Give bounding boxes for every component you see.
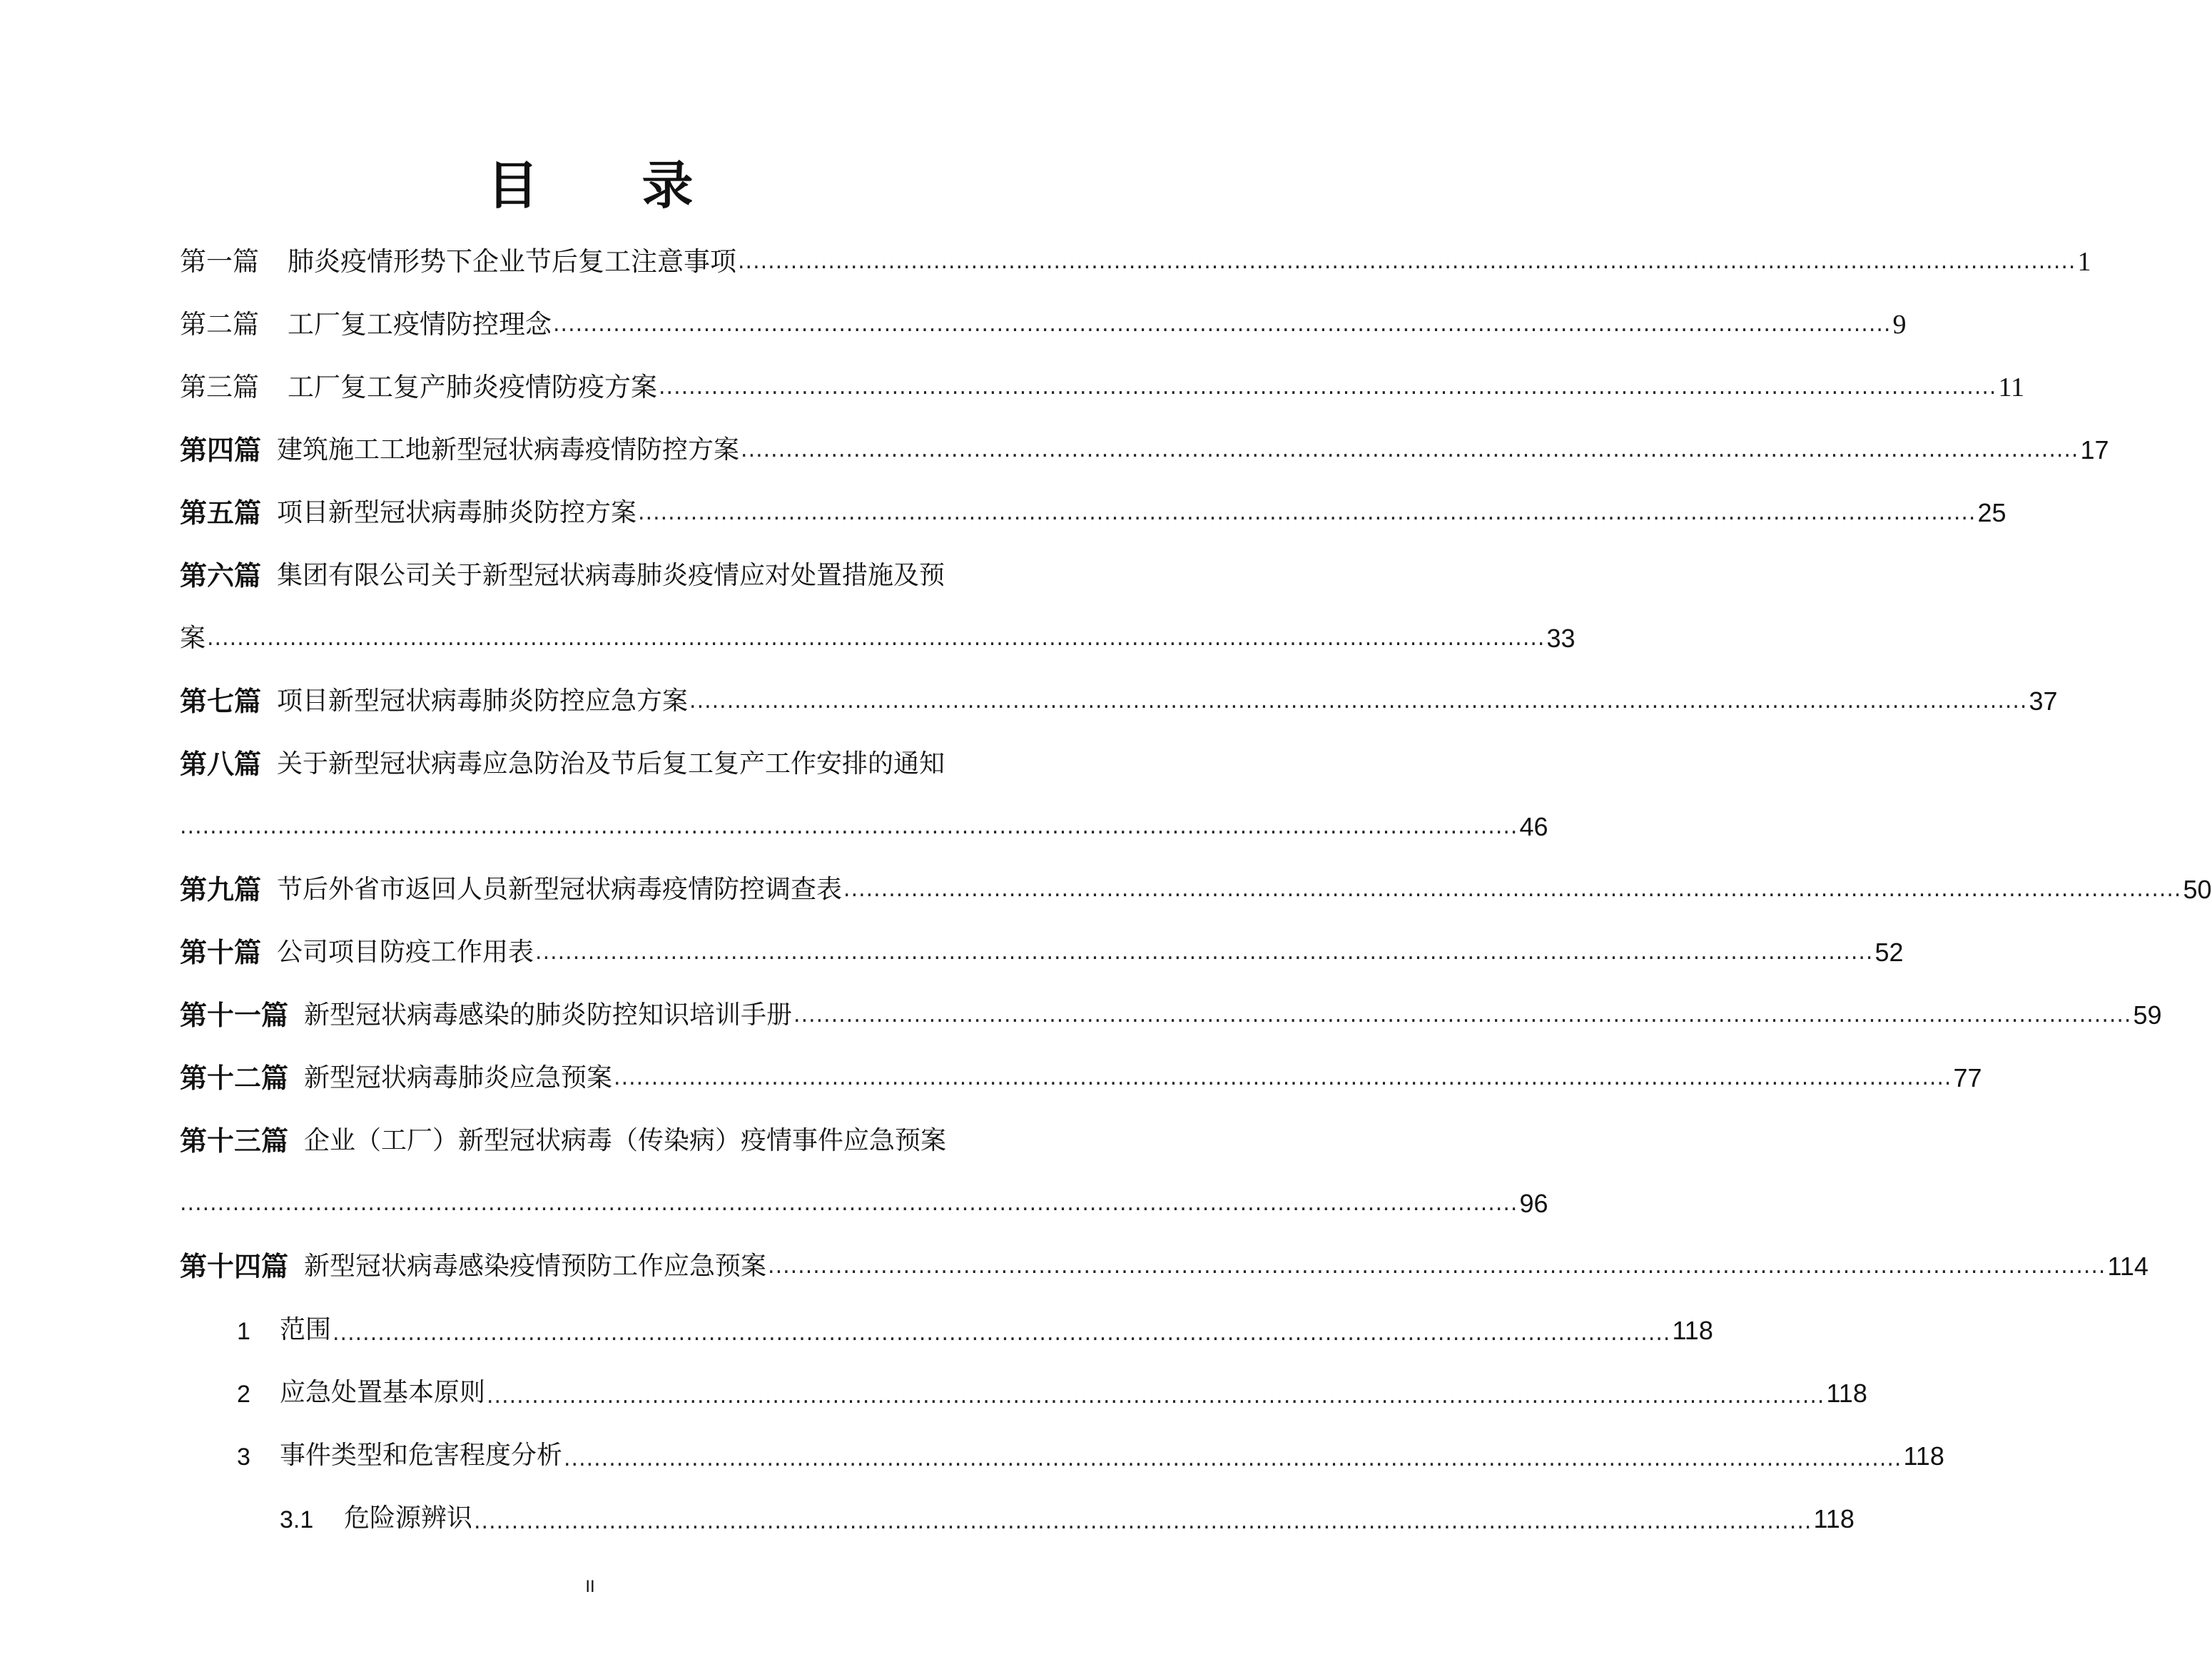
toc-page-number: 77: [1953, 1063, 1982, 1092]
toc-sub-number: 3.1: [280, 1506, 314, 1533]
toc-page-number: 118: [1813, 1504, 1855, 1533]
toc-entry-title: 新型冠状病毒肺炎应急预案: [304, 1063, 613, 1092]
toc-entry[interactable]: [180, 724, 1008, 781]
dot-leader: ..................................................................................................................................................................................: [638, 500, 1977, 525]
toc-chapter: 第一篇: [180, 246, 259, 277]
page-footer-number: II: [585, 1577, 595, 1596]
toc-entry[interactable]: [180, 410, 2109, 467]
toc-page-number: 37: [2029, 686, 2058, 716]
toc-entry-title: 公司项目防疫工作用表: [277, 938, 534, 967]
toc-page-number: 11: [1998, 372, 2025, 402]
toc-entry-title: 企业（工厂）新型冠状病毒（传染病）疫情事件应急预案: [304, 1126, 947, 1155]
dot-leader: ..................................................................................................................................................................................: [474, 1509, 1812, 1534]
toc-page-number: 52: [1874, 938, 1904, 967]
toc-entry[interactable]: [180, 661, 2058, 718]
dot-leader: ..................................................................................................................................................................................: [689, 689, 2028, 714]
dot-leader: ..................................................................................................................................................................................: [659, 375, 1997, 400]
dot-leader: ..................................................................................................................................................................................: [487, 1384, 1825, 1409]
dot-leader: ..................................................................................................................................................................................: [741, 437, 2079, 462]
toc-entry[interactable]: [180, 1100, 1008, 1157]
toc-entry[interactable]: [180, 912, 1904, 969]
toc-entry-title: 肺炎疫情形势下企业节后复工注意事项: [288, 246, 736, 277]
toc-chapter: 第四篇: [180, 434, 262, 466]
dot-leader: ..................................................................................................................................................................................: [614, 1065, 1952, 1090]
toc-entry-title: 关于新型冠状病毒应急防治及节后复工复产工作安排的通知: [277, 749, 945, 778]
toc-sub-number: 3: [237, 1444, 250, 1471]
toc-page-number: 59: [2133, 1000, 2162, 1030]
dot-leader: ..................................................................................................................................................................................: [180, 1191, 1518, 1216]
toc-sub-number: 1: [237, 1318, 250, 1345]
dot-leader: ..................................................................................................................................................................................: [768, 1254, 2106, 1279]
toc-entry-title: 集团有限公司关于新型冠状病毒肺炎疫情应对处置措施及预: [277, 561, 945, 590]
toc-page-number: 118: [1903, 1441, 1944, 1471]
dot-leader: ..................................................................................................................................................................................: [553, 312, 1892, 337]
toc-sub-title: 应急处置基本原则: [280, 1378, 486, 1407]
dot-leader: ..................................................................................................................................................................................: [207, 626, 1546, 651]
toc-chapter: 第十一篇: [180, 999, 289, 1031]
toc-entry-title: 项目新型冠状病毒肺炎防控应急方案: [277, 686, 689, 716]
toc-entry-title: 工厂复工复产肺炎疫情防疫方案: [288, 372, 657, 402]
dot-leader: ..................................................................................................................................................................................: [180, 814, 1518, 839]
toc-page-number: 9: [1892, 310, 1907, 340]
toc-chapter: 第九篇: [180, 873, 262, 905]
dot-leader: ..................................................................................................................................................................................: [564, 1446, 1902, 1471]
toc-sub-entry[interactable]: [180, 1351, 1867, 1409]
toc-page-number: 96: [1519, 1189, 1548, 1218]
dot-leader: ..................................................................................................................................................................................: [793, 1003, 2132, 1028]
toc-entry[interactable]: [180, 221, 2091, 278]
toc-page-number: 17: [2080, 435, 2109, 465]
toc-title: 目 录: [487, 155, 736, 215]
toc-chapter: 第十二篇: [180, 1062, 289, 1094]
toc-chapter: 第三篇: [180, 372, 259, 402]
toc-entry-title-cont: 案: [180, 624, 206, 653]
toc-entry[interactable]: [180, 347, 2025, 404]
toc-sub-entry[interactable]: [180, 1414, 1944, 1471]
toc-entry[interactable]: [180, 1038, 1982, 1095]
toc-sub-entry[interactable]: [180, 1289, 1713, 1346]
toc-entry-title: 工厂复工疫情防控理念: [288, 309, 552, 340]
toc-chapter: 第五篇: [180, 497, 262, 529]
dot-leader: ..................................................................................................................................................................................: [535, 940, 1874, 965]
toc-entry[interactable]: [180, 472, 2006, 529]
toc-entry[interactable]: [180, 975, 2162, 1032]
toc-entry[interactable]: [180, 284, 1907, 341]
toc-sub-number: 2: [237, 1381, 250, 1408]
toc-chapter: 第七篇: [180, 685, 262, 717]
toc-chapter: 第六篇: [180, 559, 262, 592]
toc-page-number: 46: [1519, 812, 1548, 841]
toc-sub-title: 范围: [280, 1315, 332, 1344]
toc-chapter: 第十三篇: [180, 1125, 289, 1157]
toc-entry-title: 新型冠状病毒感染疫情预防工作应急预案: [304, 1252, 767, 1281]
toc-entry[interactable]: [180, 849, 2212, 906]
toc-entry-continuation[interactable]: [180, 1163, 1548, 1220]
toc-page-number: 33: [1546, 624, 1576, 653]
toc-chapter: 第十四篇: [180, 1250, 289, 1282]
toc-entry-continuation[interactable]: [180, 598, 1576, 655]
dot-leader: ..................................................................................................................................................................................: [738, 249, 2076, 274]
toc-chapter: 第八篇: [180, 748, 262, 780]
toc-page-number: 1: [2077, 247, 2091, 277]
toc-entry[interactable]: [180, 535, 1008, 592]
toc-sub-entry[interactable]: [180, 1477, 1855, 1534]
dot-leader: ..................................................................................................................................................................................: [333, 1321, 1671, 1346]
toc-page-number: 118: [1826, 1379, 1867, 1408]
toc-sub-title: 事件类型和危害程度分析: [280, 1441, 563, 1470]
toc-entry[interactable]: [180, 1226, 2148, 1283]
toc-page-number: 118: [1672, 1316, 1713, 1345]
toc-entry-title: 节后外省市返回人员新型冠状病毒疫情防控调查表: [277, 875, 843, 904]
dot-leader: ..................................................................................................................................................................................: [843, 877, 2182, 902]
toc-entry-title: 项目新型冠状病毒肺炎防控方案: [277, 498, 637, 527]
toc-entry-title: 新型冠状病毒感染的肺炎防控知识培训手册: [304, 1000, 793, 1030]
toc-sub-title: 危险源辨识: [344, 1503, 473, 1533]
toc-page-number: 114: [2107, 1252, 2148, 1281]
toc-entry-continuation[interactable]: [180, 786, 1548, 843]
toc-page-number: 50: [2183, 875, 2212, 904]
toc-page-number: 25: [1977, 498, 2006, 527]
toc-chapter: 第十篇: [180, 936, 262, 968]
toc-chapter: 第二篇: [180, 309, 259, 340]
toc-entry-title: 建筑施工工地新型冠状病毒疫情防控方案: [277, 435, 740, 465]
